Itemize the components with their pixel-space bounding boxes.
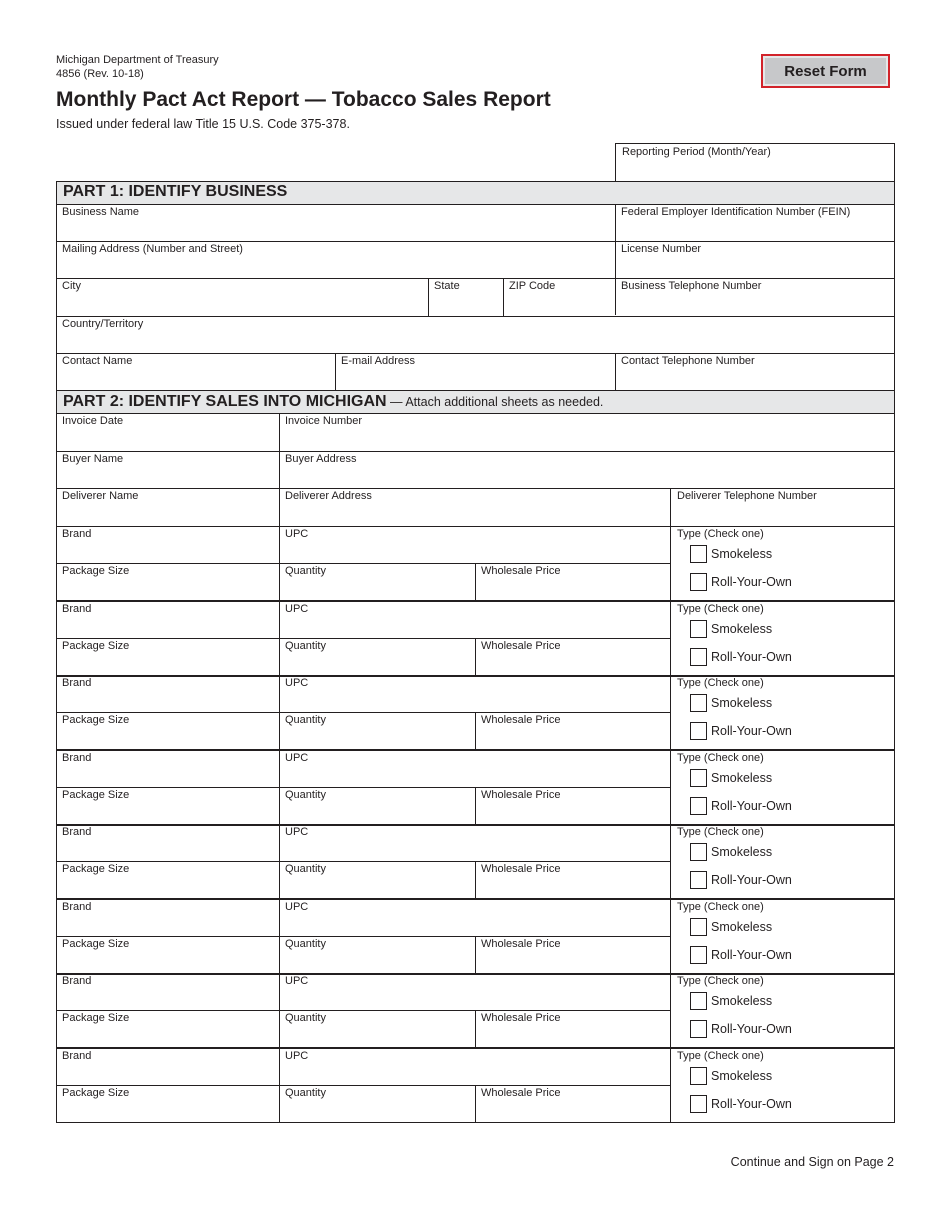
wholesale-price-label: Wholesale Price: [481, 938, 561, 950]
divider: [428, 279, 429, 316]
divider: [475, 1086, 476, 1123]
city-field[interactable]: [57, 279, 428, 316]
roll-your-own-label: Roll-Your-Own: [711, 575, 792, 589]
divider: [670, 489, 671, 526]
wholesale-price-label: Wholesale Price: [481, 1012, 561, 1024]
page-subtitle: Issued under federal law Title 15 U.S. Code 375-378.: [56, 117, 350, 131]
invoice-number-field[interactable]: [280, 414, 894, 451]
wholesale-price-label: Wholesale Price: [481, 789, 561, 801]
smokeless-checkbox[interactable]: [690, 843, 707, 861]
wholesale-price-field[interactable]: [476, 639, 670, 675]
upc-label: UPC: [285, 603, 309, 615]
package-size-field[interactable]: [57, 564, 279, 600]
mailing-address-field[interactable]: [57, 242, 615, 278]
divider: [615, 354, 616, 390]
roll-your-own-checkbox[interactable]: [690, 946, 707, 964]
business-phone-field[interactable]: [616, 279, 894, 316]
wholesale-price-field[interactable]: [476, 937, 670, 973]
brand-label: Brand: [62, 603, 92, 615]
type-group: [672, 602, 894, 622]
wholesale-price-label: Wholesale Price: [481, 863, 561, 875]
agency-name: Michigan Department of Treasury: [56, 54, 219, 66]
package-size-field[interactable]: [57, 1011, 279, 1047]
roll-your-own-checkbox[interactable]: [690, 648, 707, 666]
divider: [475, 713, 476, 750]
brand-label: Brand: [62, 528, 92, 540]
upc-label: UPC: [285, 826, 309, 838]
wholesale-price-field[interactable]: [476, 1086, 670, 1122]
type-group: [672, 751, 894, 771]
state-field[interactable]: [429, 279, 503, 316]
roll-your-own-label: Roll-Your-Own: [711, 1097, 792, 1111]
divider: [475, 564, 476, 601]
upc-field[interactable]: [280, 676, 670, 712]
divider: [670, 527, 671, 601]
brand-field[interactable]: [57, 974, 279, 1010]
package-size-field[interactable]: [57, 862, 279, 898]
brand-label: Brand: [62, 1050, 92, 1062]
invoice-number-label: Invoice Number: [285, 415, 363, 427]
divider: [615, 205, 616, 315]
package-size-label: Package Size: [62, 714, 130, 726]
roll-your-own-checkbox[interactable]: [690, 871, 707, 889]
contact-phone-field[interactable]: [616, 354, 894, 390]
divider: [475, 937, 476, 974]
divider: [670, 974, 671, 1048]
zip-field[interactable]: [504, 279, 615, 316]
roll-your-own-checkbox[interactable]: [690, 573, 707, 591]
quantity-label: Quantity: [285, 938, 326, 950]
type-label: Type (Check one): [677, 528, 764, 540]
quantity-field[interactable]: [280, 862, 475, 898]
type-group: [672, 1049, 894, 1069]
divider: [475, 788, 476, 825]
divider: [279, 900, 280, 974]
invoice-date-label: Invoice Date: [62, 415, 124, 427]
upc-label: UPC: [285, 528, 309, 540]
business-name-field[interactable]: [57, 205, 615, 241]
divider: [670, 676, 671, 750]
smokeless-label: Smokeless: [711, 547, 773, 561]
fein-label: Federal Employer Identification Number (FEIN): [621, 206, 851, 218]
divider: [475, 862, 476, 899]
quantity-field[interactable]: [280, 564, 475, 600]
wholesale-price-label: Wholesale Price: [481, 640, 561, 652]
type-label: Type (Check one): [677, 826, 764, 838]
quantity-field[interactable]: [280, 937, 475, 973]
upc-label: UPC: [285, 1050, 309, 1062]
divider: [279, 602, 280, 676]
reset-form-button[interactable]: Reset Form: [761, 54, 890, 88]
quantity-label: Quantity: [285, 863, 326, 875]
quantity-field[interactable]: [280, 713, 475, 749]
divider: [670, 602, 671, 676]
divider: [670, 900, 671, 974]
zip-label: ZIP Code: [509, 280, 556, 292]
package-size-field[interactable]: [57, 1086, 279, 1122]
brand-label: Brand: [62, 677, 92, 689]
roll-your-own-label: Roll-Your-Own: [711, 948, 792, 962]
reporting-period-field[interactable]: [615, 143, 895, 182]
divider: [475, 639, 476, 676]
roll-your-own-label: Roll-Your-Own: [711, 873, 792, 887]
buyer-address-label: Buyer Address: [285, 453, 357, 465]
smokeless-label: Smokeless: [711, 994, 773, 1008]
quantity-label: Quantity: [285, 1012, 326, 1024]
roll-your-own-label: Roll-Your-Own: [711, 1022, 792, 1036]
roll-your-own-checkbox[interactable]: [690, 722, 707, 740]
package-size-label: Package Size: [62, 1087, 130, 1099]
divider: [279, 676, 280, 750]
package-size-field[interactable]: [57, 937, 279, 973]
business-name-label: Business Name: [62, 206, 140, 218]
deliverer-address-field[interactable]: [280, 489, 670, 526]
contact-name-field[interactable]: [57, 354, 335, 390]
upc-field[interactable]: [280, 974, 670, 1010]
divider: [279, 1049, 280, 1123]
email-label: E-mail Address: [341, 355, 415, 367]
upc-field[interactable]: [280, 602, 670, 638]
wholesale-price-field[interactable]: [476, 788, 670, 824]
upc-label: UPC: [285, 677, 309, 689]
fein-field[interactable]: [616, 205, 894, 241]
brand-field[interactable]: [57, 676, 279, 712]
part1-heading: PART 1: IDENTIFY BUSINESS: [63, 183, 288, 200]
package-size-label: Package Size: [62, 938, 130, 950]
divider: [279, 414, 280, 527]
smokeless-label: Smokeless: [711, 622, 773, 636]
smokeless-checkbox[interactable]: [690, 694, 707, 712]
smokeless-checkbox[interactable]: [690, 1067, 707, 1085]
wholesale-price-label: Wholesale Price: [481, 565, 561, 577]
smokeless-checkbox[interactable]: [690, 992, 707, 1010]
package-size-label: Package Size: [62, 1012, 130, 1024]
contact-name-label: Contact Name: [62, 355, 133, 367]
divider: [279, 825, 280, 899]
part2-note: — Attach additional sheets as needed.: [386, 395, 604, 409]
page-title: Monthly Pact Act Report — Tobacco Sales Report: [56, 88, 551, 111]
package-size-field[interactable]: [57, 788, 279, 824]
divider: [670, 1049, 671, 1123]
upc-field[interactable]: [280, 900, 670, 936]
divider: [670, 825, 671, 899]
package-size-field[interactable]: [57, 639, 279, 675]
part2-heading-text: PART 2: IDENTIFY SALES INTO MICHIGAN: [63, 393, 387, 410]
upc-label: UPC: [285, 975, 309, 987]
quantity-label: Quantity: [285, 789, 326, 801]
package-size-label: Package Size: [62, 565, 130, 577]
wholesale-price-field[interactable]: [476, 862, 670, 898]
package-size-label: Package Size: [62, 640, 130, 652]
email-field[interactable]: [336, 354, 615, 390]
invoice-date-field[interactable]: [57, 414, 279, 451]
country-label: Country/Territory: [62, 318, 144, 330]
smokeless-label: Smokeless: [711, 1069, 773, 1083]
wholesale-price-field[interactable]: [476, 713, 670, 749]
brand-field[interactable]: [57, 1049, 279, 1085]
license-number-field[interactable]: [616, 242, 894, 278]
type-label: Type (Check one): [677, 603, 764, 615]
deliverer-address-label: Deliverer Address: [285, 490, 372, 502]
divider: [670, 751, 671, 825]
quantity-field[interactable]: [280, 788, 475, 824]
divider: [335, 354, 336, 390]
reporting-period-label: Reporting Period (Month/Year): [622, 146, 771, 158]
package-size-label: Package Size: [62, 863, 130, 875]
upc-field[interactable]: [280, 527, 670, 563]
divider: [503, 279, 504, 316]
business-phone-label: Business Telephone Number: [621, 280, 762, 292]
brand-label: Brand: [62, 901, 92, 913]
city-label: City: [62, 280, 81, 292]
part2-heading: [63, 393, 603, 411]
upc-field[interactable]: [280, 751, 670, 787]
roll-your-own-checkbox[interactable]: [690, 1020, 707, 1038]
roll-your-own-checkbox[interactable]: [690, 1095, 707, 1113]
brand-field[interactable]: [57, 900, 279, 936]
type-group: [672, 527, 894, 547]
wholesale-price-label: Wholesale Price: [481, 714, 561, 726]
divider: [279, 751, 280, 825]
type-label: Type (Check one): [677, 975, 764, 987]
brand-label: Brand: [62, 826, 92, 838]
roll-your-own-label: Roll-Your-Own: [711, 650, 792, 664]
contact-phone-label: Contact Telephone Number: [621, 355, 755, 367]
type-group: [672, 825, 894, 845]
smokeless-checkbox[interactable]: [690, 545, 707, 563]
divider: [279, 974, 280, 1048]
upc-label: UPC: [285, 752, 309, 764]
deliverer-name-field[interactable]: [57, 489, 279, 526]
country-field[interactable]: [57, 317, 894, 353]
license-number-label: License Number: [621, 243, 702, 255]
brand-label: Brand: [62, 752, 92, 764]
quantity-field[interactable]: [280, 639, 475, 675]
state-label: State: [434, 280, 460, 292]
brand-label: Brand: [62, 975, 92, 987]
upc-label: UPC: [285, 901, 309, 913]
deliverer-name-label: Deliverer Name: [62, 490, 139, 502]
buyer-name-label: Buyer Name: [62, 453, 124, 465]
divider: [279, 527, 280, 601]
smokeless-checkbox[interactable]: [690, 918, 707, 936]
deliverer-phone-field[interactable]: [672, 489, 894, 526]
form-number: 4856 (Rev. 10-18): [56, 68, 144, 80]
buyer-name-field[interactable]: [57, 452, 279, 488]
brand-field[interactable]: [57, 751, 279, 787]
quantity-label: Quantity: [285, 565, 326, 577]
roll-your-own-label: Roll-Your-Own: [711, 724, 792, 738]
roll-your-own-checkbox[interactable]: [690, 797, 707, 815]
type-label: Type (Check one): [677, 752, 764, 764]
smokeless-label: Smokeless: [711, 771, 773, 785]
wholesale-price-field[interactable]: [476, 1011, 670, 1047]
brand-field[interactable]: [57, 825, 279, 861]
deliverer-phone-label: Deliverer Telephone Number: [677, 490, 817, 502]
buyer-address-field[interactable]: [280, 452, 894, 488]
quantity-label: Quantity: [285, 1087, 326, 1099]
part1-header: [57, 182, 894, 204]
smokeless-label: Smokeless: [711, 845, 773, 859]
type-label: Type (Check one): [677, 677, 764, 689]
smokeless-label: Smokeless: [711, 696, 773, 710]
type-label: Type (Check one): [677, 1050, 764, 1062]
type-group: [672, 900, 894, 920]
type-group: [672, 974, 894, 994]
package-size-field[interactable]: [57, 713, 279, 749]
quantity-label: Quantity: [285, 640, 326, 652]
part2-header: [57, 391, 894, 413]
wholesale-price-field[interactable]: [476, 564, 670, 600]
smokeless-checkbox[interactable]: [690, 620, 707, 638]
divider: [475, 1011, 476, 1048]
agency-block: [56, 53, 219, 81]
type-label: Type (Check one): [677, 901, 764, 913]
smokeless-checkbox[interactable]: [690, 769, 707, 787]
package-size-label: Package Size: [62, 789, 130, 801]
upc-field[interactable]: [280, 1049, 670, 1085]
quantity-field[interactable]: [280, 1086, 475, 1122]
upc-field[interactable]: [280, 825, 670, 861]
quantity-label: Quantity: [285, 714, 326, 726]
smokeless-label: Smokeless: [711, 920, 773, 934]
roll-your-own-label: Roll-Your-Own: [711, 799, 792, 813]
type-group: [672, 676, 894, 696]
mailing-address-label: Mailing Address (Number and Street): [62, 243, 243, 255]
brand-field[interactable]: [57, 527, 279, 563]
wholesale-price-label: Wholesale Price: [481, 1087, 561, 1099]
continue-note: Continue and Sign on Page 2: [730, 1155, 894, 1169]
quantity-field[interactable]: [280, 1011, 475, 1047]
brand-field[interactable]: [57, 602, 279, 638]
